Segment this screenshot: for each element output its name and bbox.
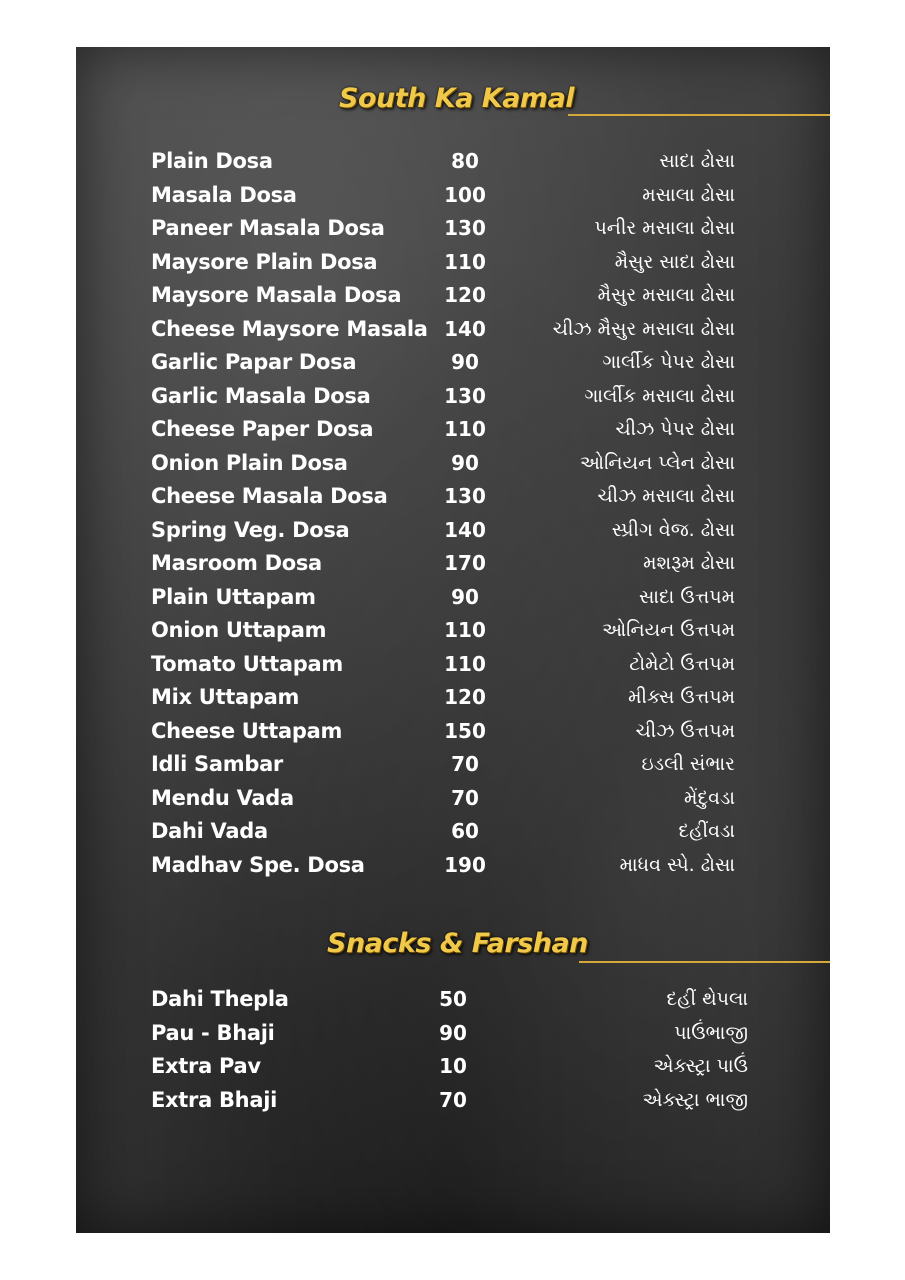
section-title xyxy=(76,83,830,123)
menu-item xyxy=(76,283,830,313)
item-name: Plain Dosa xyxy=(151,149,273,173)
item-price: 120 xyxy=(444,685,486,709)
item-name: Spring Veg. Dosa xyxy=(151,517,350,542)
item-name: Dahi Vada xyxy=(151,819,268,843)
title-underline xyxy=(579,961,830,963)
menu-item xyxy=(76,987,830,1017)
item-price: 90 xyxy=(451,450,479,475)
menu-item xyxy=(76,317,830,347)
item-price: 110 xyxy=(444,249,486,274)
menu-item xyxy=(76,350,830,380)
menu-item xyxy=(76,719,830,749)
item-name: Cheese Masala Dosa xyxy=(151,484,388,508)
item-name: Onion Uttapam xyxy=(151,618,327,642)
item-name-gujarati: ગાર્લીક મસાલા ઢોસા xyxy=(584,384,735,407)
item-price: 130 xyxy=(444,484,486,508)
menu-item xyxy=(76,216,830,246)
menu-item xyxy=(76,685,830,715)
title-underline xyxy=(568,114,830,116)
item-name-gujarati: ઓનિયન ઉત્તપમ xyxy=(602,619,735,641)
item-name-gujarati: માધવ સ્પે. ઢોસા xyxy=(619,853,735,876)
item-name: Masroom Dosa xyxy=(151,551,322,575)
menu-item xyxy=(76,1088,830,1118)
item-name-gujarati: મૈસુર મસાલા ઢોસા xyxy=(597,284,735,306)
menu-item xyxy=(76,183,830,213)
item-price: 130 xyxy=(444,216,486,240)
item-name-gujarati: દહીંવડા xyxy=(678,820,735,842)
item-name-gujarati: ઓનિયન પ્લેન ઢોસા xyxy=(579,451,735,474)
item-name: Masala Dosa xyxy=(151,182,297,207)
menu-item xyxy=(76,417,830,447)
menu-item xyxy=(76,819,830,849)
item-name-gujarati: ઇડલી સંભાર xyxy=(641,753,735,775)
item-name-gujarati: સ્પ્રીગ વેજ. ઢોસા xyxy=(611,518,735,541)
menu-item xyxy=(76,250,830,280)
item-name-gujarati: ચીઝ પેપર ઢોસા xyxy=(615,418,735,440)
item-name-gujarati: ગાર્લીક પેપર ઢોસા xyxy=(602,351,735,373)
item-name: Cheese Uttapam xyxy=(151,718,343,743)
item-price: 90 xyxy=(439,1020,467,1045)
item-name: Dahi Thepla xyxy=(151,987,289,1011)
section-title-text: Snacks & Farshan xyxy=(327,928,588,959)
item-price: 10 xyxy=(439,1054,467,1078)
menu-item xyxy=(76,1021,830,1051)
item-name: Cheese Paper Dosa xyxy=(151,417,374,441)
item-name-gujarati: સાદા ઉત્તપમ xyxy=(639,585,735,608)
item-name-gujarati: સાદા ઢોસા xyxy=(659,150,735,172)
item-price: 100 xyxy=(444,182,486,207)
menu-item xyxy=(76,1054,830,1084)
item-name-gujarati: દહીં થેપલા xyxy=(666,988,748,1010)
item-name-gujarati: ચીઝ ઉત્તપમ xyxy=(635,719,735,742)
item-name-gujarati: એક્સ્ટ્રા પાઉં xyxy=(653,1055,748,1077)
item-price: 90 xyxy=(451,350,479,374)
item-price: 150 xyxy=(444,718,486,743)
item-name: Pau - Bhaji xyxy=(151,1020,275,1045)
item-name-gujarati: મેંદુવડા xyxy=(684,786,735,809)
item-name-gujarati: મીક્સ ઉત્તપમ xyxy=(628,686,735,708)
menu-item xyxy=(76,149,830,179)
menu-item xyxy=(76,786,830,816)
item-price: 60 xyxy=(451,819,479,843)
item-name: Garlic Papar Dosa xyxy=(151,350,357,374)
item-price: 90 xyxy=(451,584,479,609)
item-price: 110 xyxy=(444,417,486,441)
item-name-gujarati: મસાલા ઢોસા xyxy=(642,183,735,206)
menu-item xyxy=(76,652,830,682)
item-name: Maysore Masala Dosa xyxy=(151,283,402,307)
menu-item xyxy=(76,752,830,782)
item-name-gujarati: મશરૂમ ઢોસા xyxy=(643,552,735,574)
menu-item xyxy=(76,451,830,481)
item-price: 80 xyxy=(451,149,479,173)
item-price: 140 xyxy=(444,517,486,542)
item-price: 110 xyxy=(444,618,486,642)
item-name: Onion Plain Dosa xyxy=(151,450,348,475)
section-title xyxy=(76,928,830,968)
section-title-text: South Ka Kamal xyxy=(339,83,575,114)
item-name: Idli Sambar xyxy=(151,752,283,776)
menu-item xyxy=(76,518,830,548)
menu-item xyxy=(76,384,830,414)
item-name-gujarati: ચીઝ મસાલા ઢોસા xyxy=(597,485,735,507)
item-name: Mendu Vada xyxy=(151,785,294,810)
item-price: 70 xyxy=(451,752,479,776)
item-name: Garlic Masala Dosa xyxy=(151,383,371,408)
menu-item xyxy=(76,484,830,514)
item-name: Tomato Uttapam xyxy=(151,651,343,676)
item-price: 140 xyxy=(444,316,486,341)
item-name: Mix Uttapam xyxy=(151,685,300,709)
menu-item xyxy=(76,551,830,581)
menu-item xyxy=(76,618,830,648)
item-name-gujarati: મૈસુર સાદા ઢોસા xyxy=(614,250,735,273)
menu-item xyxy=(76,585,830,615)
item-price: 50 xyxy=(439,987,467,1011)
item-name: Maysore Plain Dosa xyxy=(151,249,378,274)
item-price: 70 xyxy=(451,785,479,810)
item-name-gujarati: ટોમેટો ઉત્તપમ xyxy=(629,652,735,675)
item-name: Madhav Spe. Dosa xyxy=(151,852,365,877)
menu-board xyxy=(76,47,830,1233)
item-name-gujarati: એક્સ્ટ્રા ભાજી xyxy=(642,1088,748,1111)
item-price: 130 xyxy=(444,383,486,408)
item-price: 110 xyxy=(444,651,486,676)
item-name: Plain Uttapam xyxy=(151,584,316,609)
item-name: Paneer Masala Dosa xyxy=(151,216,385,240)
item-name: Extra Pav xyxy=(151,1054,261,1078)
item-price: 120 xyxy=(444,283,486,307)
menu-item xyxy=(76,853,830,883)
item-name-gujarati: ચીઝ મૈસુર મસાલા ઢોસા xyxy=(552,317,735,340)
item-name-gujarati: પનીર મસાલા ઢોસા xyxy=(594,217,735,239)
item-price: 170 xyxy=(444,551,486,575)
item-name: Cheese Maysore Masala xyxy=(151,316,428,341)
item-price: 190 xyxy=(444,852,486,877)
item-price: 70 xyxy=(439,1087,467,1112)
item-name-gujarati: પાઉંભાજી xyxy=(674,1021,748,1044)
item-name: Extra Bhaji xyxy=(151,1087,277,1112)
